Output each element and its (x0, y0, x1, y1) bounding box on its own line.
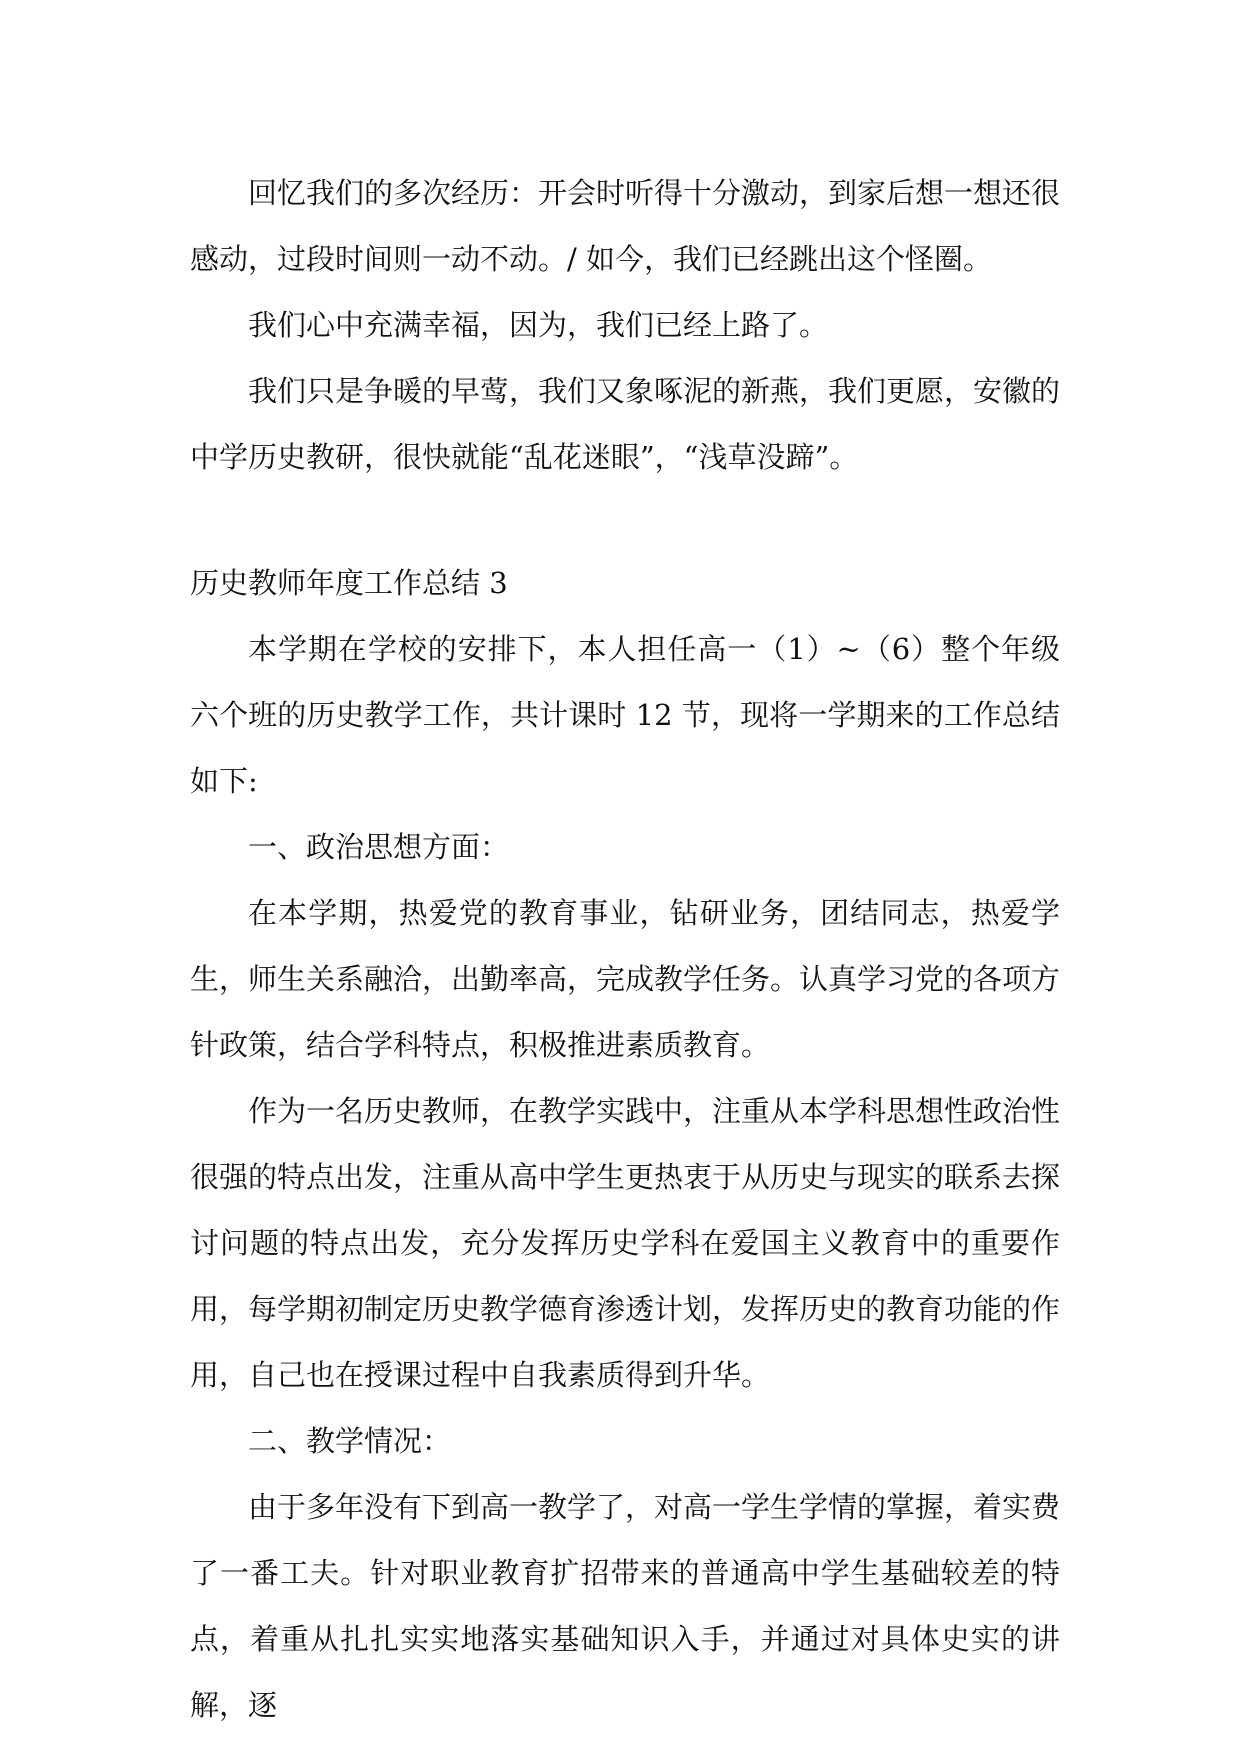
paragraph-politics-1: 在本学期，热爱党的教育事业，钻研业务，团结同志，热爱学生，师生关系融洽，出勤率高，完成教学任务。认真学习党的各项方针政策，结合学科特点，积极推进素质教育。 (190, 896, 1061, 1062)
section-title: 历史教师年度工作总结 3 (190, 566, 508, 600)
subheading-teaching: 二、教学情况： (248, 1424, 452, 1458)
paragraph-recall: 回忆我们的多次经历：开会时听得十分激动，到家后想一想还很感动，过段时间则一动不动。/ 如今，我们已经跳出这个怪圈。 (190, 176, 1061, 276)
paragraph-happiness: 我们心中充满幸福，因为，我们已经上路了。 (248, 308, 829, 342)
section-gap (190, 490, 1060, 550)
paragraph-intro: 本学期在学校的安排下，本人担任高一（1）~（6）整个年级六个班的历史教学工作，共计课时 12 节，现将一学期来的工作总结如下: (190, 632, 1060, 798)
paragraph-early-oriole: 我们只是争暖的早莺，我们又象啄泥的新燕，我们更愿，安徽的中学历史教研，很快就能“乱花迷眼”，“浅草没蹄”。 (190, 374, 1061, 474)
subheading-politics: 一、政治思想方面： (248, 830, 510, 864)
paragraph-teaching-1: 由于多年没有下到高一教学了，对高一学生学情的掌握，着实费了一番工夫。针对职业教育扩招带来的普通高中学生基础较差的特点，着重从扎扎实实地落实基础知识入手，并通过对具体史实的讲解，逐 (190, 1490, 1061, 1722)
document-page (190, 160, 1060, 1738)
paragraph-politics-2: 作为一名历史教师，在教学实践中，注重从本学科思想性政治性很强的特点出发，注重从高中学生更热衷于从历史与现实的联系去探讨问题的特点出发，充分发挥历史学科在爱国主义教育中的重要作用，每学期初制定历史教学德育渗透计划，发挥历史的教育功能的作用，自己也在授课过程中自我素质得到升华。 (190, 1094, 1061, 1392)
